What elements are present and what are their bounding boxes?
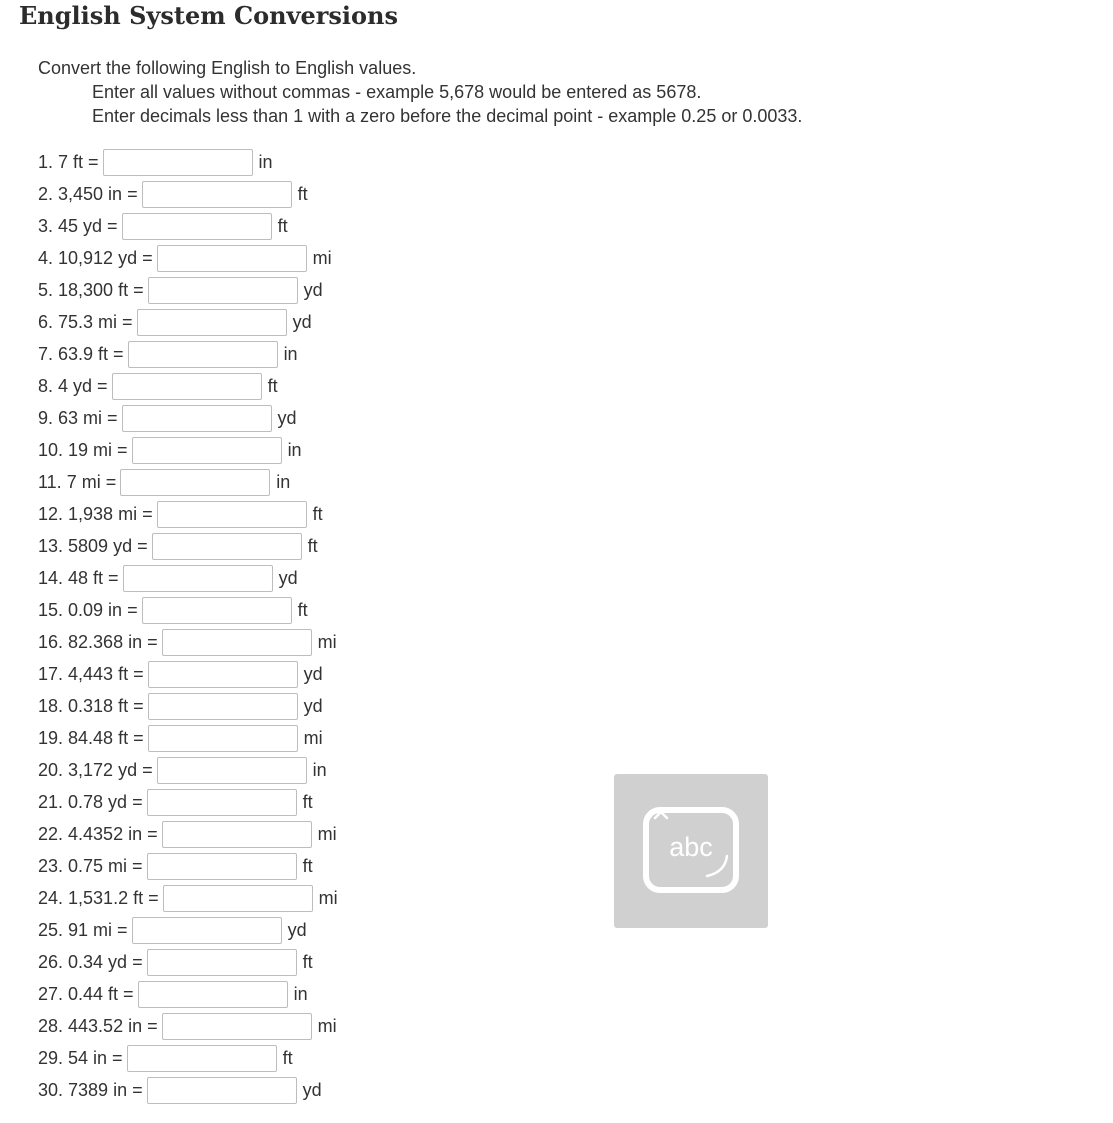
problem-prompt: 17. 4,443 ft = (38, 663, 144, 684)
unit-label: ft (267, 375, 278, 396)
problem-row (38, 1010, 338, 1042)
unit-label: yd (277, 407, 297, 428)
problem-prompt: 20. 3,172 yd = (38, 759, 153, 780)
unit-label: in (287, 439, 302, 460)
problem-prompt: 23. 0.75 mi = (38, 855, 143, 876)
problem-prompt: 25. 91 mi = (38, 919, 128, 940)
instructions (38, 56, 802, 128)
answer-input[interactable] (137, 309, 287, 336)
problem-row (38, 882, 338, 914)
answer-input[interactable] (128, 341, 278, 368)
unit-label: ft (277, 215, 288, 236)
unit-label: mi (318, 887, 338, 908)
unit-label: mi (317, 823, 337, 844)
unit-label: in (258, 151, 273, 172)
problem-prompt: 6. 75.3 mi = (38, 311, 133, 332)
problem-prompt: 13. 5809 yd = (38, 535, 148, 556)
problem-row (38, 274, 338, 306)
problem-row (38, 242, 338, 274)
answer-input[interactable] (157, 757, 307, 784)
problem-row (38, 210, 338, 242)
unit-label: yd (287, 919, 307, 940)
instruction-line: Enter all values without commas - example 5,678 would be entered as 5678. (92, 82, 702, 102)
unit-label: yd (303, 695, 323, 716)
unit-label: ft (307, 535, 318, 556)
answer-input[interactable] (162, 1013, 312, 1040)
unit-label: in (283, 343, 298, 364)
unit-label: yd (278, 567, 298, 588)
problem-row (38, 370, 338, 402)
problem-row (38, 786, 338, 818)
problem-prompt: 1. 7 ft = (38, 151, 99, 172)
virtual-keyboard-icon (641, 804, 741, 898)
problem-row (38, 466, 338, 498)
problem-prompt: 22. 4.4352 in = (38, 823, 158, 844)
answer-input[interactable] (162, 629, 312, 656)
unit-label: in (293, 983, 308, 1004)
problem-row (38, 530, 338, 562)
answer-input[interactable] (162, 821, 312, 848)
page-title: English System Conversions (19, 1, 398, 30)
problem-row (38, 1074, 338, 1106)
unit-label: yd (302, 1079, 322, 1100)
problem-row (38, 690, 338, 722)
answer-input[interactable] (132, 917, 282, 944)
problem-prompt: 4. 10,912 yd = (38, 247, 153, 268)
problem-row (38, 594, 338, 626)
unit-label: yd (292, 311, 312, 332)
answer-input[interactable] (123, 565, 273, 592)
unit-label: ft (302, 951, 313, 972)
problem-row (38, 306, 338, 338)
answer-input[interactable] (147, 949, 297, 976)
problem-prompt: 8. 4 yd = (38, 375, 108, 396)
problem-prompt: 26. 0.34 yd = (38, 951, 143, 972)
answer-input[interactable] (122, 213, 272, 240)
problem-row (38, 146, 338, 178)
unit-label: mi (303, 727, 323, 748)
problem-prompt: 9. 63 mi = (38, 407, 118, 428)
problem-prompt: 3. 45 yd = (38, 215, 118, 236)
problem-row (38, 722, 338, 754)
unit-label: yd (303, 279, 323, 300)
problem-prompt: 10. 19 mi = (38, 439, 128, 460)
unit-label: mi (312, 247, 332, 268)
answer-input[interactable] (142, 597, 292, 624)
problem-prompt: 5. 18,300 ft = (38, 279, 144, 300)
answer-input[interactable] (147, 789, 297, 816)
answer-input[interactable] (142, 181, 292, 208)
unit-label: in (312, 759, 327, 780)
answer-input[interactable] (138, 981, 288, 1008)
answer-input[interactable] (148, 693, 298, 720)
answer-input[interactable] (157, 501, 307, 528)
problem-row (38, 338, 338, 370)
problem-row (38, 658, 338, 690)
answer-input[interactable] (148, 725, 298, 752)
answer-input[interactable] (152, 533, 302, 560)
unit-label: ft (297, 599, 308, 620)
unit-label: ft (302, 791, 313, 812)
answer-input[interactable] (103, 149, 253, 176)
instruction-line: Convert the following English to English values. (38, 58, 417, 78)
answer-input[interactable] (147, 1077, 297, 1104)
problem-prompt: 27. 0.44 ft = (38, 983, 134, 1004)
answer-input[interactable] (127, 1045, 277, 1072)
problem-prompt: 30. 7389 in = (38, 1079, 143, 1100)
problem-prompt: 2. 3,450 in = (38, 183, 138, 204)
problem-prompt: 12. 1,938 mi = (38, 503, 153, 524)
problem-prompt: 18. 0.318 ft = (38, 695, 144, 716)
problem-prompt: 14. 48 ft = (38, 567, 119, 588)
problem-row (38, 626, 338, 658)
answer-input[interactable] (157, 245, 307, 272)
answer-input[interactable] (163, 885, 313, 912)
unit-label: in (276, 471, 291, 492)
problem-row (38, 818, 338, 850)
answer-input[interactable] (132, 437, 282, 464)
problem-prompt: 15. 0.09 in = (38, 599, 138, 620)
problem-row (38, 498, 338, 530)
answer-input[interactable] (148, 277, 298, 304)
problem-row (38, 978, 338, 1010)
problem-row (38, 914, 338, 946)
instruction-line: Enter decimals less than 1 with a zero before the decimal point - example 0.25 or 0.0033. (92, 106, 803, 126)
problem-prompt: 11. 7 mi = (38, 471, 117, 492)
virtual-keyboard-button[interactable] (614, 774, 768, 928)
problem-row (38, 402, 338, 434)
answer-input[interactable] (148, 661, 298, 688)
unit-label: ft (282, 1047, 293, 1068)
unit-label: yd (303, 663, 323, 684)
unit-label: ft (297, 183, 308, 204)
answer-input[interactable] (112, 373, 262, 400)
problem-prompt: 24. 1,531.2 ft = (38, 887, 159, 908)
answer-input[interactable] (120, 469, 270, 496)
problem-row (38, 850, 338, 882)
problem-prompt: 16. 82.368 in = (38, 631, 158, 652)
problem-list (38, 146, 338, 1106)
keyboard-label: abc (669, 832, 713, 862)
answer-input[interactable] (147, 853, 297, 880)
problem-row (38, 946, 338, 978)
problem-row (38, 434, 338, 466)
problem-row (38, 178, 338, 210)
problem-prompt: 28. 443.52 in = (38, 1015, 158, 1036)
unit-label: mi (317, 631, 337, 652)
problem-prompt: 7. 63.9 ft = (38, 343, 124, 364)
problem-row (38, 754, 338, 786)
unit-label: ft (302, 855, 313, 876)
problem-prompt: 21. 0.78 yd = (38, 791, 143, 812)
answer-input[interactable] (122, 405, 272, 432)
problem-prompt: 29. 54 in = (38, 1047, 123, 1068)
unit-label: mi (317, 1015, 337, 1036)
problem-prompt: 19. 84.48 ft = (38, 727, 144, 748)
unit-label: ft (312, 503, 323, 524)
problem-row (38, 562, 338, 594)
problem-row (38, 1042, 338, 1074)
